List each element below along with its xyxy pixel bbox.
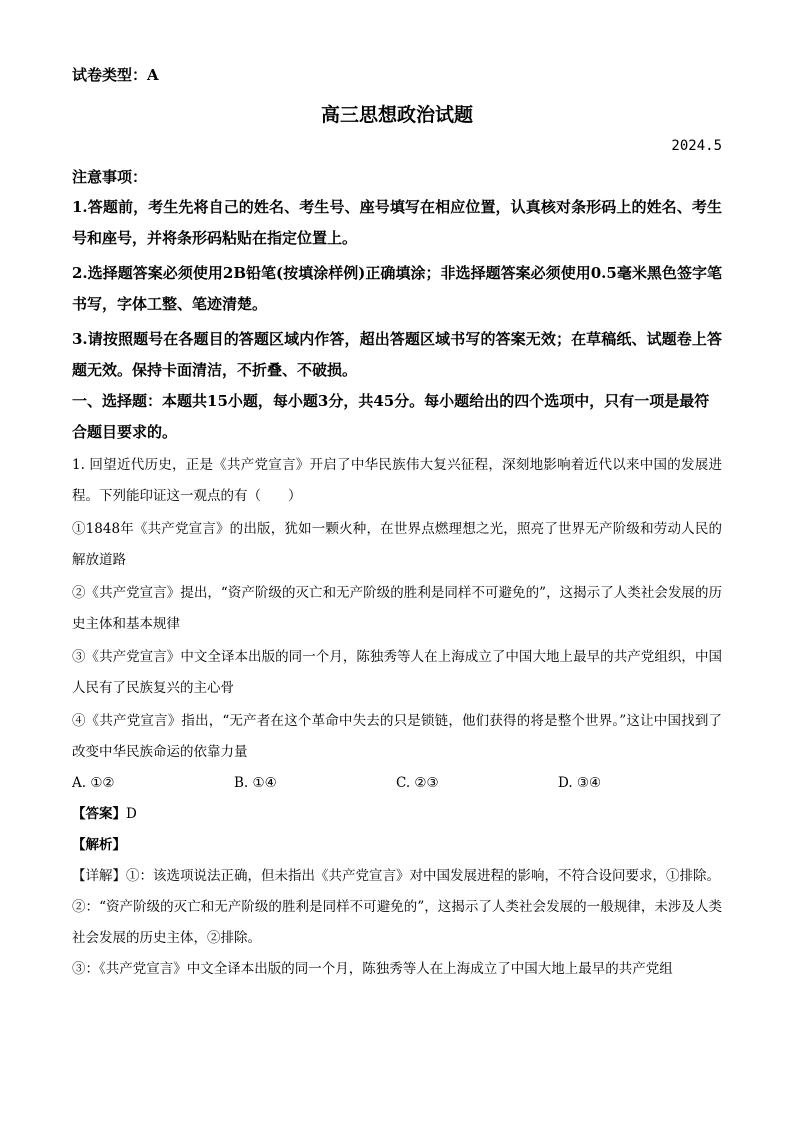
notice-heading: 注意事项： [72,168,148,186]
analysis-label: 【解析】 [72,837,126,853]
section-heading: 一、选择题：本题共15小题，每小题3分，共45分。每小题给出的四个选项中，只有一项是最符合题目要求的。 [72,392,710,441]
analysis-detail-1: 【详解】①：该选项说法正确，但未指出《共产党宣言》对中国发展进程的影响，不符合设问要求，①排除。 [72,868,720,884]
question-1-choices [72,768,722,799]
exam-type-label: 试卷类型：A [72,66,159,84]
exam-page [72,64,722,985]
answer-value: D [126,806,137,822]
question-1-statement-2: ②《共产党宣言》提出，“资产阶级的灭亡和无产阶级的胜利是同样不可避免的”，这揭示了人类社会发展的历史主体和基本规律 [72,585,722,632]
choice-a: A. ①② [72,775,115,791]
analysis-line [72,830,722,861]
answer-line [72,799,722,830]
exam-date: 2024.5 [671,138,722,154]
choice-c: C. ②③ [396,775,439,791]
choice-d: D. ③④ [558,775,602,791]
question-1-statement-3: ③《共产党宣言》中文全译本出版的同一个月，陈独秀等人在上海成立了中国大地上最早的共产党组织，中国人民有了民族复兴的主心骨 [72,649,722,696]
notice-item-2: 2.选择题答案必须使用2B铅笔(按填涂样例)正确填涂；非选择题答案必须使用0.5毫米黑色签字笔书写，字体工整、笔迹清楚。 [72,264,722,313]
question-1-statement-1: ①1848年《共产党宣言》的出版，犹如一颗火种，在世界点燃理想之光，照亮了世界无产阶级和劳动人民的解放道路 [72,521,722,568]
question-1-statement-4: ④《共产党宣言》指出，“无产者在这个革命中失去的只是锁链，他们获得的将是整个世界。”这让中国找到了改变中华民族命运的依靠力量 [72,713,722,760]
question-1-stem: 1. 回望近代历史，正是《共产党宣言》开启了中华民族伟大复兴征程，深刻地影响着近代以来中国的发展进程。下列能印证这一观点的有（ ） [72,457,722,504]
page-title: 高三思想政治试题 [320,104,473,126]
notice-item-3: 3.请按照题号在各题目的答题区域内作答，超出答题区域书写的答案无效；在草稿纸、试题卷上答题无效。保持卡面清洁，不折叠、不破损。 [72,330,722,379]
answer-label: 【答案】 [72,806,126,822]
analysis-detail-3: ③：《共产党宣言》中文全译本出版的同一个月，陈独秀等人在上海成立了中国大地上最早的共产党组 [72,961,673,977]
choice-b: B. ①④ [234,775,277,791]
analysis-detail-2: ②：“资产阶级的灭亡和无产阶级的胜利是同样不可避免的”，这揭示了人类社会发展的一般规律，未涉及人类社会发展的历史主体，②排除。 [72,899,722,946]
notice-item-1: 1.答题前，考生先将自己的姓名、考生号、座号填写在相应位置，认真核对条形码上的姓名、考生号和座号，并将条形码粘贴在指定位置上。 [72,198,722,247]
